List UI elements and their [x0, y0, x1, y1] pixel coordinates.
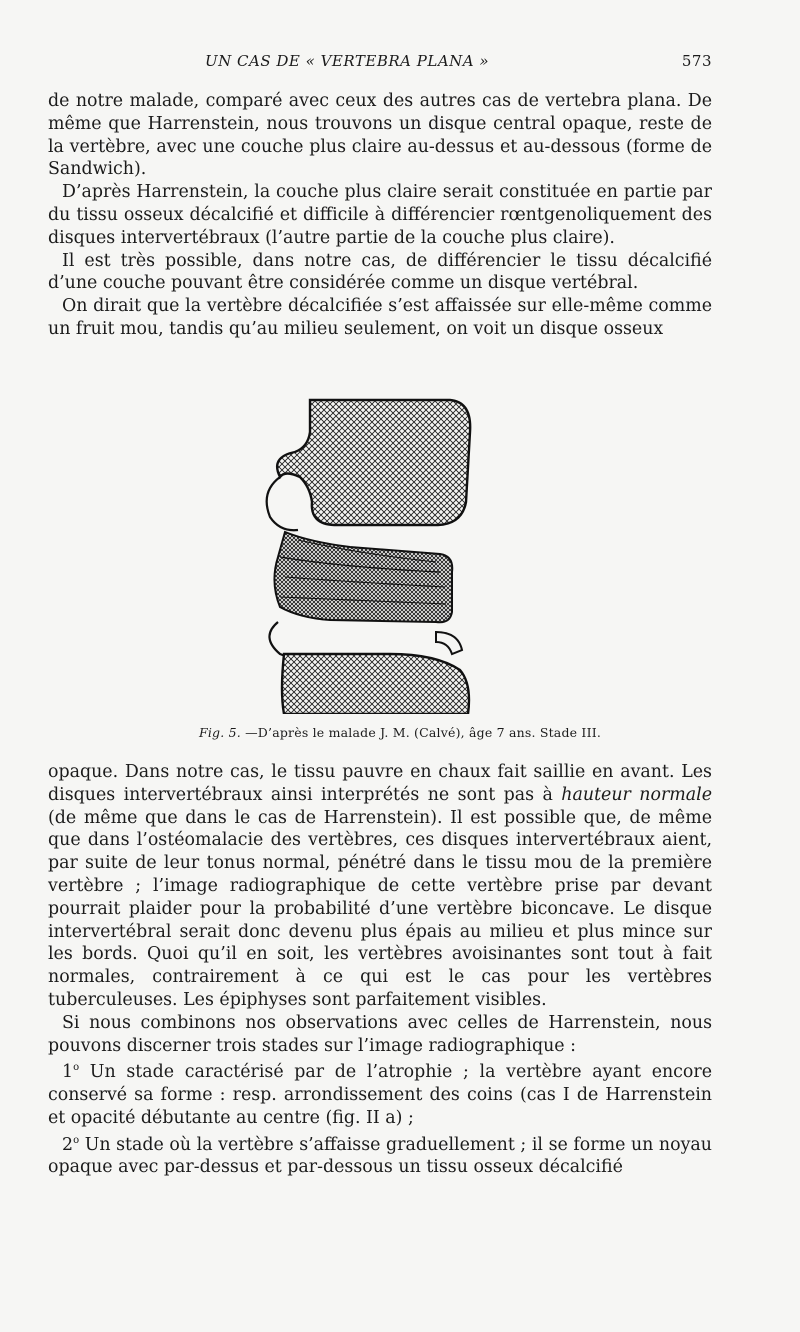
ordinal-mark: o	[73, 1062, 80, 1074]
running-head	[0, 50, 800, 74]
text-run: 2	[62, 1134, 74, 1155]
flattened-vertebra-shape	[274, 532, 452, 622]
text-run: 1	[62, 1062, 74, 1083]
text-run: Un stade où la vertèbre s’affaisse graduellement ; il se forme un noyau opaque avec par-dessus et par-dessous un tissu osseux décalcifié	[48, 1134, 712, 1178]
text-run: opaque. Dans notre cas, le tissu pauvre en chaux fait saillie en avant. Les disques intervertébraux ainsi interprétés ne sont pas à	[48, 762, 712, 805]
figure-caption-text: —D’après le malade J. M. (Calvé), âge 7 ans. Stade III.	[240, 725, 602, 740]
lower-vertebra-shape	[282, 654, 469, 714]
body-text-bottom	[48, 761, 712, 1179]
paragraph	[48, 1130, 712, 1179]
paragraph: de notre malade, comparé avec ceux des autres cas de vertebra plana. De même que Harrenstein, nous trouvons un disque central opaque, reste de la vertèbre, avec une couche plus claire au-dessus et au-dessous (forme de Sandwich).	[48, 91, 712, 180]
paragraph: Il est très possible, dans notre cas, de différencier le tissu décalcifié d’une couche pouvant être considérée comme un disque vertébral.	[48, 250, 712, 294]
paragraph: On dirait que la vertèbre décalcifiée s’est affaissée sur elle-même comme un fruit mou, tandis qu’au milieu seulement, on voit un disque osseux	[48, 296, 712, 339]
italic-text: hauteur normale	[561, 784, 712, 805]
text-run: Si nous combinons nos observations avec celles de Harrenstein, nous pouvons discerner trois stades sur l’image radiographique :	[48, 1012, 712, 1056]
upper-vertebra-shape	[277, 400, 470, 525]
figure-caption	[160, 725, 640, 740]
figure-label: Fig. 5.	[198, 725, 241, 740]
paragraph	[48, 761, 712, 1012]
text-run: Un stade caractérisé par de l’atrophie ; la vertèbre ayant encore conservé sa forme : resp. arrondissement des coins (cas I de Harrenstein et opacité débutante au centre (fig. II a) ;	[48, 1062, 712, 1128]
body-text-top	[48, 90, 712, 341]
paragraph	[48, 1012, 712, 1058]
ordinal-mark: o	[73, 1134, 80, 1146]
running-title: UN CAS DE « VERTEBRA PLANA »	[205, 52, 490, 70]
paragraph	[48, 1057, 712, 1129]
page-number: 573	[681, 52, 712, 70]
text-run: (de même que dans le cas de Harrenstein). Il est possible que, de même que dans l’ostéomalacie des vertèbres, ces disques intervertébraux aient, par suite de leur tonus normal, pénétré dans le tissu mou de la première vertèbre ; l’image radiographique de cette vertèbre prise par devant pourrait plaider pour la probabilité d’une vertèbre biconcave. Le disque intervertébral serait donc devenu plus épais au milieu et plus mince sur les bords. Quoi qu’il en soit, les vertèbres avoisinantes sont tout à fait normales, contrairement à ce qui est le cas pour les vertèbres tuberculeuses. Les épiphyses sont parfaitement visibles.	[48, 807, 712, 1010]
paragraph: D’après Harrenstein, la couche plus claire serait constituée en partie par du tissu osseux décalcifié et difficile à différencier rœntgenoliquement des disques intervertébraux (l’autre partie de la couche plus claire).	[48, 182, 712, 248]
vertebra-figure	[240, 392, 530, 714]
